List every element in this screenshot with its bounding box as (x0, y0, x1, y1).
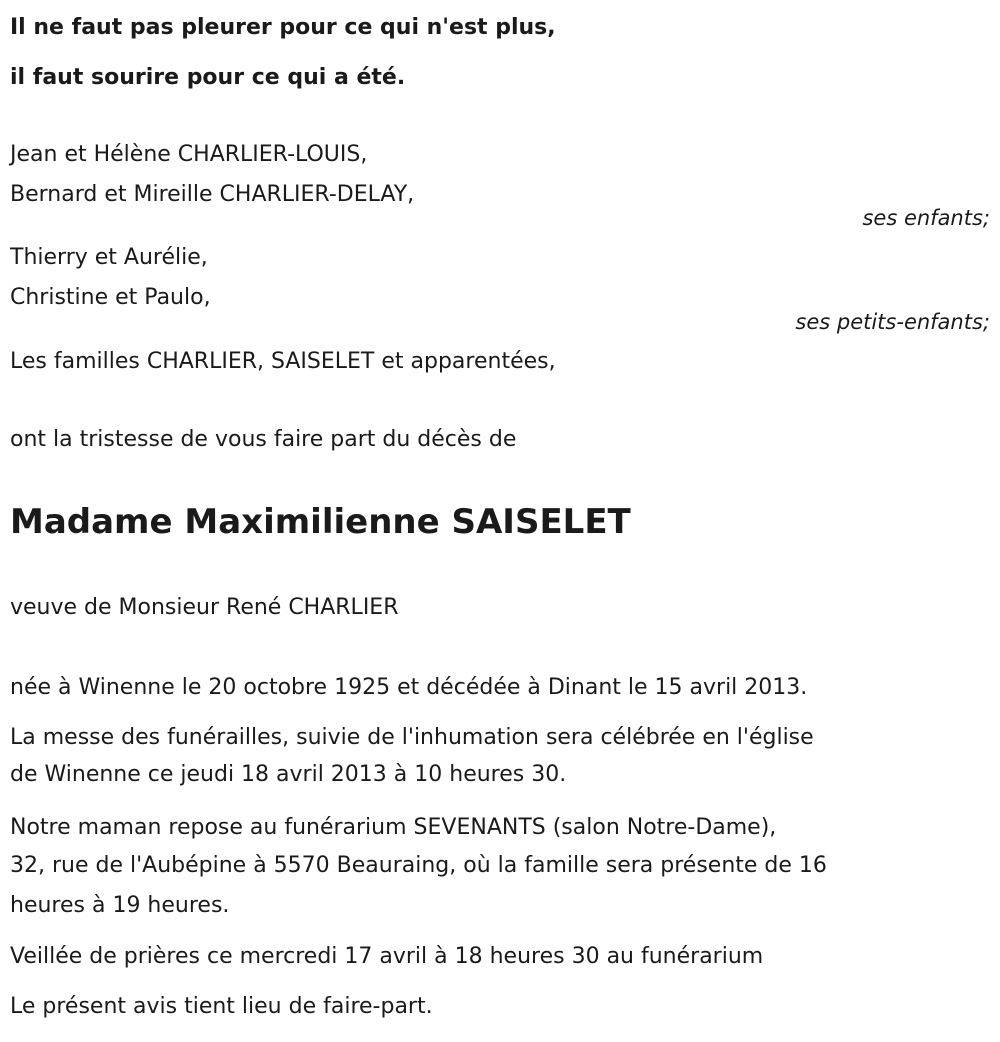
widow-of: veuve de Monsieur René CHARLIER (10, 595, 399, 620)
visitation-line-1: Notre maman repose au funérarium SEVENANTS (salon Notre-Dame), (10, 815, 777, 840)
vigil: Veillée de prières ce mercredi 17 avril à 18 heures 30 au funérarium (10, 944, 764, 969)
funeral-line-1: La messe des funérailles, suivie de l'inhumation sera célébrée en l'église (10, 725, 814, 750)
announcement: ont la tristesse de vous faire part du décès de (10, 427, 517, 452)
children-label: ses enfants; (862, 206, 990, 230)
child-2: Bernard et Mireille CHARLIER-DELAY, (10, 182, 415, 207)
visitation-line-2: 32, rue de l'Aubépine à 5570 Beauraing, où la famille sera présente de 16 (10, 853, 827, 878)
birth-death: née à Winenne le 20 octobre 1925 et décédée à Dinant le 15 avril 2013. (10, 675, 808, 700)
quote-line-2: il faut sourire pour ce qui a été. (10, 65, 406, 90)
families: Les familles CHARLIER, SAISELET et apparentées, (10, 349, 556, 374)
grandchildren-label: ses petits-enfants; (795, 310, 990, 334)
funeral-line-2: de Winenne ce jeudi 18 avril 2013 à 10 heures 30. (10, 762, 567, 787)
deceased-name: Madame Maximilienne SAISELET (10, 502, 631, 542)
child-1: Jean et Hélène CHARLIER-LOUIS, (10, 142, 368, 167)
grandchild-2: Christine et Paulo, (10, 285, 211, 310)
grandchild-1: Thierry et Aurélie, (10, 245, 208, 270)
notice: Le présent avis tient lieu de faire-part. (10, 994, 433, 1019)
quote-line-1: Il ne faut pas pleurer pour ce qui n'est plus, (10, 15, 556, 40)
visitation-line-3: heures à 19 heures. (10, 893, 230, 918)
